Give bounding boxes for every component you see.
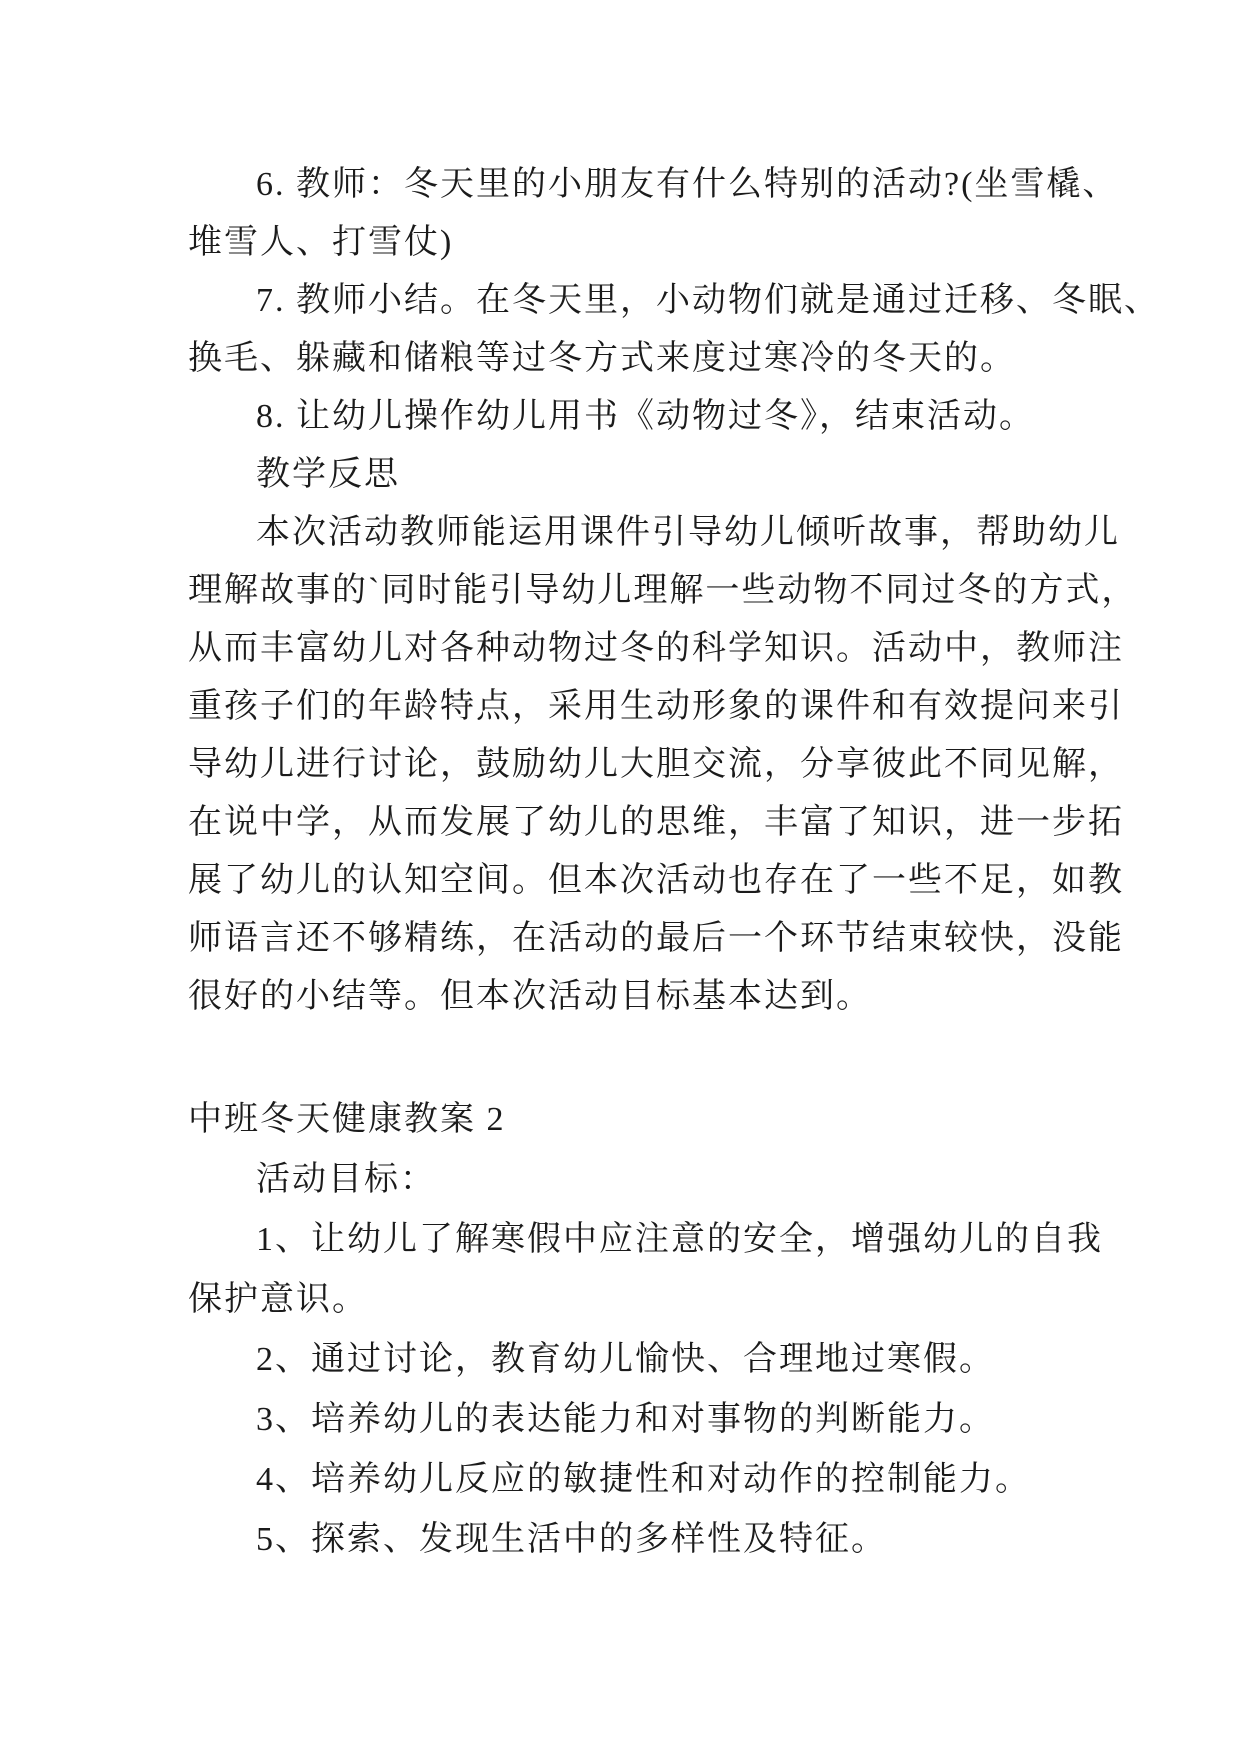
goal-line: 4、培养幼儿反应的敏捷性和对动作的控制能力。 — [256, 1461, 1031, 1498]
paragraph-line: 理解故事的`同时能引导幼儿理解一些动物不同过冬的方式， — [188, 572, 1138, 609]
paragraph-line: 展了幼儿的认知空间。但本次活动也存在了一些不足，如教 — [188, 862, 1124, 899]
goal-line: 1、让幼儿了解寒假中应注意的安全，增强幼儿的自我 — [256, 1221, 1103, 1258]
paragraph-line: 换毛、躲藏和储粮等过冬方式来度过寒冷的冬天的。 — [188, 340, 1016, 377]
paragraph-line: 导幼儿进行讨论，鼓励幼儿大胆交流，分享彼此不同见解， — [188, 746, 1124, 783]
paragraph-line: 很好的小结等。但本次活动目标基本达到。 — [188, 978, 872, 1015]
goal-line: 2、通过讨论，教育幼儿愉快、合理地过寒假。 — [256, 1341, 995, 1378]
activity-goals-label: 活动目标： — [256, 1161, 436, 1198]
paragraph-line: 在说中学，从而发展了幼儿的思维，丰富了知识，进一步拓 — [188, 804, 1124, 841]
paragraph-line: 6. 教师：冬天里的小朋友有什么特别的活动?(坐雪橇、 — [256, 166, 1119, 203]
paragraph-line: 7. 教师小结。在冬天里，小动物们就是通过迁移、冬眠、 — [256, 282, 1160, 319]
goal-line: 保护意识。 — [188, 1281, 368, 1318]
paragraph-line: 8. 让幼儿操作幼儿用书《动物过冬》，结束活动。 — [256, 398, 1035, 435]
paragraph-line: 本次活动教师能运用课件引导幼儿倾听故事，帮助幼儿 — [256, 514, 1120, 551]
paragraph-line: 堆雪人、打雪仗) — [188, 224, 454, 261]
paragraph-line: 师语言还不够精练，在活动的最后一个环节结束较快，没能 — [188, 920, 1124, 957]
goal-line: 3、培养幼儿的表达能力和对事物的判断能力。 — [256, 1401, 995, 1438]
section-2-heading: 中班冬天健康教案 2 — [188, 1101, 506, 1138]
section-2-body — [188, 1090, 1103, 1570]
lesson-plan-text — [188, 156, 1160, 1570]
paragraph-line: 重孩子们的年龄特点，采用生动形象的课件和有效提问来引 — [188, 688, 1124, 725]
section-1-body — [188, 156, 1160, 1026]
goal-line: 5、探索、发现生活中的多样性及特征。 — [256, 1521, 887, 1558]
paragraph-line: 从而丰富幼儿对各种动物过冬的科学知识。活动中，教师注 — [188, 630, 1124, 667]
section-gap — [188, 1026, 1088, 1090]
teaching-reflection-label: 教学反思 — [256, 456, 400, 493]
